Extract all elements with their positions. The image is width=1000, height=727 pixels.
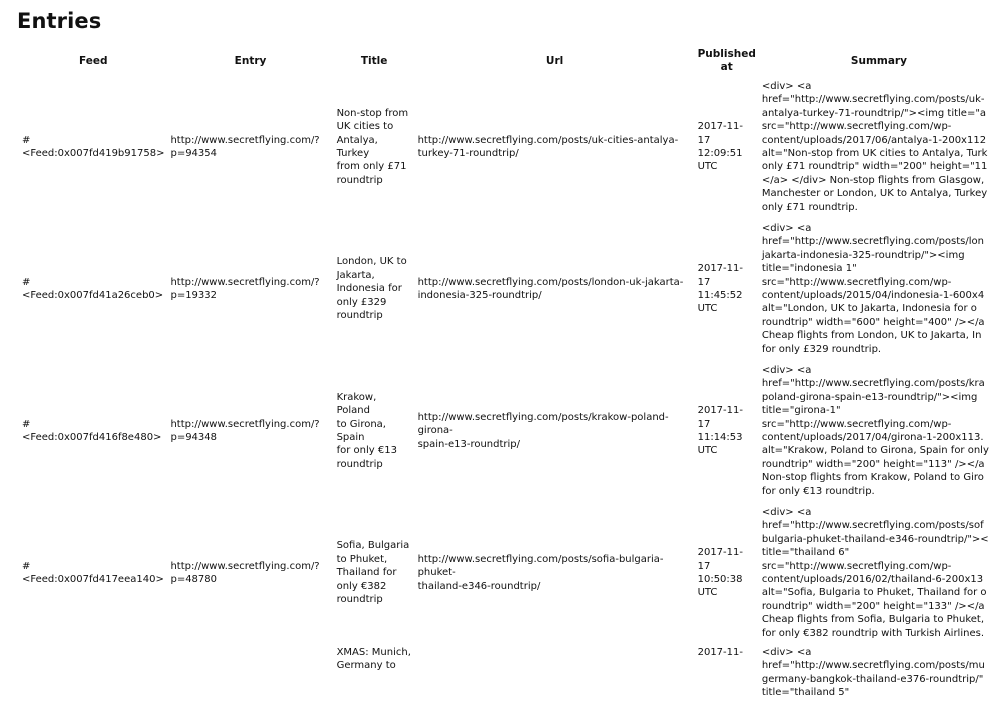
summary-text: src="http://www.secretflying.com/wp- <box>761 560 952 572</box>
page-title: Entries <box>17 9 102 33</box>
published-text: UTC <box>697 445 718 457</box>
feed-text: # <box>22 560 31 572</box>
summary-text: href="http://www.secretflying.com/posts/sof <box>761 520 984 532</box>
entry-text: p=94354 <box>170 148 218 159</box>
url-cell <box>416 361 694 501</box>
feed-text: <Feed:0x007fd416f8e480> <box>22 432 162 443</box>
column-header-url: Url <box>545 54 564 67</box>
summary-text: title="indonesia 1" <box>761 263 857 275</box>
summary-text: content/uploads/2017/04/girona-1-200x113. <box>761 432 984 443</box>
summary-text: Non-stop flights from Krakow, Poland to Giro <box>761 472 984 484</box>
summary-text: poland-girona-spain-e13-roundtrip/"><img <box>761 391 978 403</box>
summary-text: alt="Krakow, Poland to Girona, Spain for only <box>761 445 989 457</box>
feed-text: # <box>22 418 31 430</box>
summary-text: </a> </div> Non-stop flights from Glasgow, <box>761 174 985 186</box>
title-text: Non-stop from <box>336 107 409 119</box>
feed-cell <box>20 361 166 501</box>
published-text: 17 <box>697 134 711 146</box>
summary-text: <div> <a <box>761 364 812 376</box>
summary-text: content/uploads/2016/02/thailand-6-200x13 <box>761 574 984 585</box>
published-cell <box>696 503 758 643</box>
published-header-line: at <box>720 61 733 73</box>
summary-text: src="http://www.secretflying.com/wp- <box>761 418 952 430</box>
title-cell <box>335 361 414 501</box>
table-header-row <box>20 47 998 75</box>
summary-text: Cheap flights from Sofia, Bulgaria to Phuket, <box>761 614 985 626</box>
title-text: Krakow, Poland <box>336 391 377 417</box>
published-text: 10:50:38 <box>697 574 743 585</box>
url-text: thailand-e346-roundtrip/ <box>417 580 541 592</box>
summary-text: jakarta-indonesia-325-roundtrip/"><img <box>761 249 965 261</box>
published-text: 17 <box>697 276 711 288</box>
entry-cell <box>168 77 332 217</box>
summary-text: roundtrip" width="600" height="400" /></a <box>761 316 985 328</box>
title-text: roundtrip <box>336 458 383 470</box>
feed-cell <box>20 503 166 643</box>
url-cell <box>416 645 694 725</box>
url-text: http://www.secretflying.com/posts/krakow-poland-girona- <box>417 411 669 437</box>
summary-cell <box>760 361 998 501</box>
entry-text: p=48780 <box>170 574 218 585</box>
entry-cell <box>168 645 332 725</box>
published-cell <box>696 645 758 725</box>
url-text: indonesia-325-roundtrip/ <box>417 290 542 301</box>
published-text: UTC <box>697 161 718 173</box>
feed-cell <box>20 645 166 725</box>
feed-text: # <box>22 276 31 288</box>
column-header-title: Title <box>360 54 388 67</box>
entry-cell <box>168 361 332 501</box>
feed-text: # <box>22 134 31 146</box>
table-row <box>20 77 998 217</box>
summary-text: content/uploads/2017/06/antalya-1-200x112 <box>761 134 987 146</box>
title-text: London, UK to <box>336 256 407 268</box>
entry-text: p=19332 <box>170 290 218 301</box>
title-cell <box>335 503 414 643</box>
published-header-line: Published <box>697 48 756 60</box>
summary-text: <div> <a <box>761 80 812 92</box>
summary-text: roundtrip" width="200" height="113" /></a <box>761 458 985 470</box>
summary-cell <box>760 645 998 725</box>
feed-text: <Feed:0x007fd417eea140> <box>22 574 164 585</box>
published-text: 12:09:51 <box>697 148 743 159</box>
title-text: roundtrip <box>336 594 383 606</box>
summary-text: for only €13 roundtrip. <box>761 485 875 497</box>
url-text: http://www.secretflying.com/posts/london-uk-jakarta- <box>417 276 684 288</box>
summary-text: Cheap flights from London, UK to Jakarta, In <box>761 330 982 342</box>
entry-text: p=94348 <box>170 432 218 443</box>
published-text: 2017-11- <box>697 647 743 658</box>
table-row <box>20 361 998 501</box>
url-text: turkey-71-roundtrip/ <box>417 148 519 159</box>
summary-text: Manchester or London, UK to Antalya, Turkey <box>761 188 988 200</box>
entry-cell <box>168 503 332 643</box>
title-cell <box>335 219 414 359</box>
feed-text: <Feed:0x007fd419b91758> <box>22 148 165 159</box>
summary-cell <box>760 77 998 217</box>
published-text: UTC <box>697 587 718 599</box>
summary-text: germany-bangkok-thailand-e376-roundtrip/" <box>761 673 984 685</box>
published-text: 2017-11- <box>697 121 743 133</box>
entry-cell <box>168 219 332 359</box>
title-cell <box>335 645 414 725</box>
title-text: only £329 <box>336 296 387 308</box>
title-text: to Girona, Spain <box>336 418 386 443</box>
table-row <box>20 219 998 359</box>
published-text: 2017-11- <box>697 405 743 417</box>
summary-text: src="http://www.secretflying.com/wp- <box>761 276 952 288</box>
url-cell <box>416 77 694 217</box>
title-text: roundtrip <box>336 174 383 186</box>
published-text: 17 <box>697 560 711 572</box>
url-text: http://www.secretflying.com/posts/sofia-bulgaria-phuket- <box>417 553 664 579</box>
entry-text: http://www.secretflying.com/? <box>170 134 320 146</box>
summary-text: content/uploads/2015/04/indonesia-1-600x4 <box>761 290 985 301</box>
url-text: http://www.secretflying.com/posts/uk-cities-antalya- <box>417 134 679 146</box>
title-text: Thailand for <box>336 567 397 579</box>
published-text: 11:14:53 <box>697 432 743 443</box>
entry-text: http://www.secretflying.com/? <box>170 276 320 288</box>
published-text: UTC <box>697 303 718 315</box>
summary-text: only £71 roundtrip. <box>761 201 858 213</box>
title-text: only €382 <box>336 580 387 592</box>
summary-text: <div> <a <box>761 647 812 658</box>
summary-text: roundtrip" width="200" height="133" /></a <box>761 600 985 612</box>
column-header-summary: Summary <box>850 54 907 67</box>
summary-text: bulgaria-phuket-thailand-e346-roundtrip/">< <box>761 533 989 545</box>
published-text: 2017-11- <box>697 547 743 559</box>
table-row <box>20 645 998 725</box>
column-header-feed: Feed <box>78 54 108 67</box>
url-text: spain-e13-roundtrip/ <box>417 438 521 450</box>
column-header-entry: Entry <box>234 54 267 67</box>
summary-text: href="http://www.secretflying.com/posts/mu <box>761 660 985 672</box>
feed-text: <Feed:0x007fd41a26ceb0> <box>22 290 164 301</box>
title-text: from only £71 <box>336 161 407 173</box>
summary-text: <div> <a <box>761 222 812 234</box>
summary-text: src="http://www.secretflying.com/wp- <box>761 121 952 133</box>
title-text: roundtrip <box>336 310 383 322</box>
summary-text: title="girona-1" <box>761 405 841 417</box>
summary-text: href="http://www.secretflying.com/posts/kra <box>761 378 985 390</box>
title-text: Germany to <box>336 660 396 672</box>
url-cell <box>416 219 694 359</box>
summary-cell <box>760 219 998 359</box>
summary-text: for only £329 roundtrip. <box>761 343 882 355</box>
summary-text: alt="Non-stop from UK cities to Antalya, Turk <box>761 148 988 159</box>
title-text: UK cities to <box>336 121 394 133</box>
title-text: Antalya, Turkey <box>336 134 378 159</box>
summary-text: href="http://www.secretflying.com/posts/lon <box>761 236 984 248</box>
published-cell <box>696 361 758 501</box>
title-text: for only €13 <box>336 445 397 457</box>
summary-text: only £71 roundtrip" width="200" height="11 <box>761 161 988 173</box>
title-cell <box>335 77 414 217</box>
url-cell <box>416 503 694 643</box>
entry-text: http://www.secretflying.com/? <box>170 560 320 572</box>
title-text: Sofia, Bulgaria <box>336 540 410 552</box>
summary-text: title="thailand 6" <box>761 547 850 559</box>
published-text: 17 <box>697 418 711 430</box>
summary-text: alt="London, UK to Jakarta, Indonesia for o <box>761 303 977 315</box>
feed-cell <box>20 77 166 217</box>
entries-table <box>18 45 1000 727</box>
feed-cell <box>20 219 166 359</box>
summary-text: title="thailand 5" <box>761 687 850 699</box>
summary-text: antalya-turkey-71-roundtrip/"><img title="a <box>761 107 987 119</box>
table-row <box>20 503 998 643</box>
title-text: to Phuket, <box>336 553 388 565</box>
title-text: Jakarta, <box>336 269 375 281</box>
summary-cell <box>760 503 998 643</box>
column-header-published-at <box>696 47 758 75</box>
summary-text: for only €382 roundtrip with Turkish Airlines. <box>761 627 984 639</box>
published-cell <box>696 77 758 217</box>
published-text: 2017-11- <box>697 263 743 275</box>
published-text: 11:45:52 <box>697 290 743 301</box>
summary-text: href="http://www.secretflying.com/posts/uk- <box>761 94 985 106</box>
title-text: Indonesia for <box>336 283 402 295</box>
summary-text: <div> <a <box>761 506 812 518</box>
published-cell <box>696 219 758 359</box>
title-text: XMAS: Munich, <box>336 647 411 658</box>
entry-text: http://www.secretflying.com/? <box>170 418 320 430</box>
summary-text: alt="Sofia, Bulgaria to Phuket, Thailand for o <box>761 587 987 599</box>
